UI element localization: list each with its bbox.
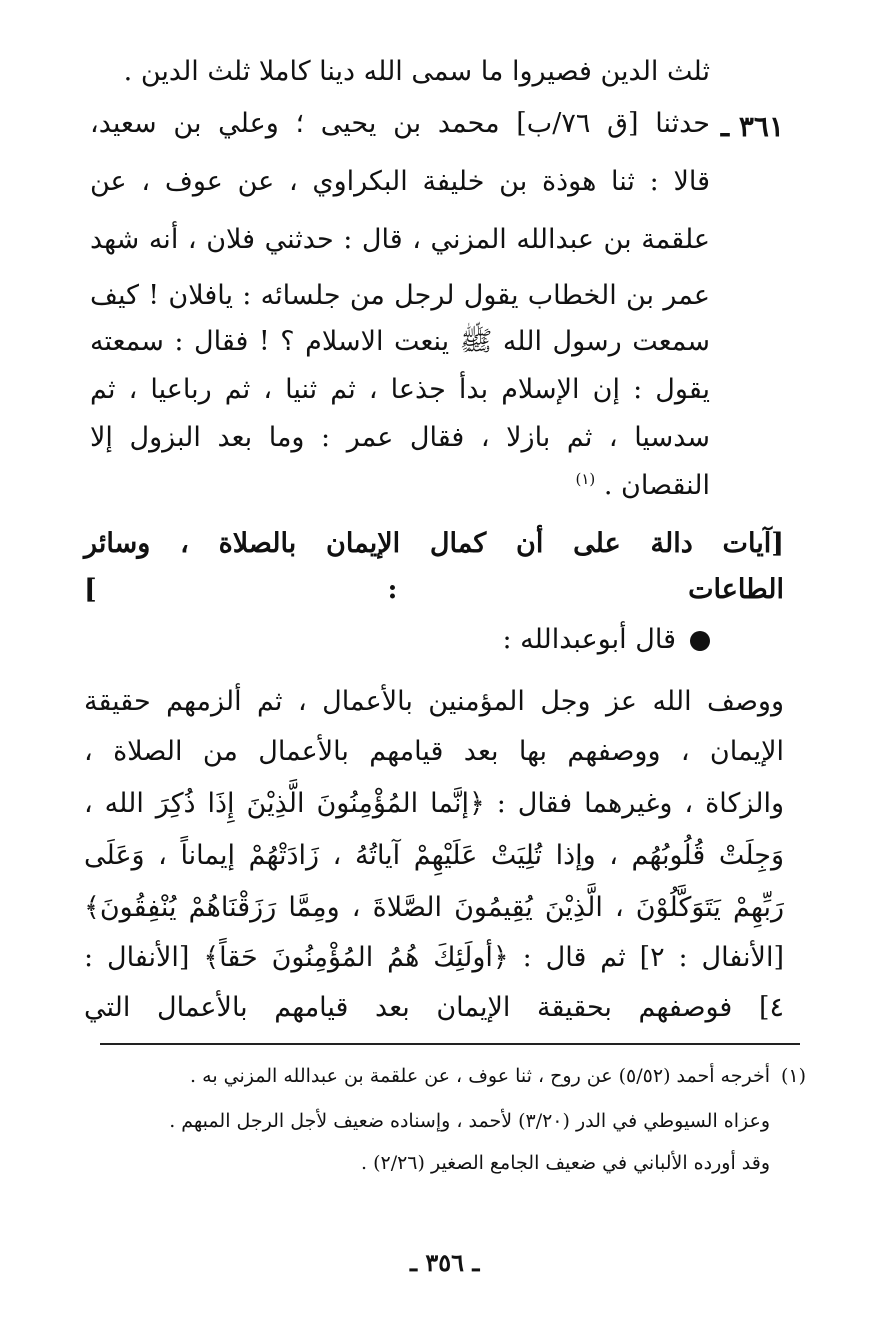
section-heading-line-1: [آيات دالة على أن كمال الإيمان بالصلاة ، وسائر xyxy=(84,528,784,559)
hadith-number: ٣٦١ ـ xyxy=(720,110,784,143)
text-line-6: سمعت رسول الله ﷺ ينعت الاسلام ؟ ! فقال : سمعته xyxy=(90,326,710,357)
text-line-8: سدسيا ، ثم بازلا ، فقال عمر : وما بعد البزول إلا xyxy=(90,422,710,453)
para-line-7: ٤] فوصفهم بحقيقة الإيمان بعد قيامهم بالأعمال التي xyxy=(84,992,784,1023)
para-line-6: [الأنفال : ٢] ثم قال : ﴿أولَئِكَ هُمُ المُؤْمِنُونَ حَقاً﴾ [الأنفال : xyxy=(84,942,784,973)
text-line-3: قالا : ثنا هوذة بن خليفة البكراوي ، عن عوف ، عن xyxy=(90,166,710,197)
footnote-line-2: وعزاه السيوطي في الدر (٣/٢٠) لأحمد ، وإسناده ضعيف لأجل الرجل المبهم . xyxy=(169,1110,770,1132)
footnote-separator xyxy=(100,1043,800,1045)
footnote-line-1: أخرجه أحمد (٥/٥٢) عن روح ، ثنا عوف ، عن علقمة بن عبدالله المزني به . xyxy=(190,1065,770,1087)
text-line-2: حدثنا [ق ٧٦/ب] محمد بن يحيى ؛ وعلي بن سعيد، xyxy=(90,108,710,139)
footnote-line-3: وقد أورده الألباني في ضعيف الجامع الصغير (٢/٢٦) . xyxy=(360,1152,770,1174)
bullet-dot-icon xyxy=(690,631,710,651)
text-line-4: علقمة بن عبدالله المزني ، قال : حدثني فلان ، أنه شهد xyxy=(90,224,710,255)
text-line-9-content: النقصان . xyxy=(603,470,710,501)
para-line-3: والزكاة ، وغيرهما فقال : ﴿إنَّما المُؤْمِنُونَ الَّذِيْنَ إِذَا ذُكِرَ الله ، xyxy=(84,788,784,819)
bullet-line xyxy=(502,624,710,655)
section-heading-line-2: الطاعات : ] xyxy=(84,574,784,605)
text-line-5: عمر بن الخطاب يقول لرجل من جلسائه : يافلان ! كيف xyxy=(90,280,710,311)
para-line-5: رَبِّهِمْ يَتَوَكَّلُوْنَ ، الَّذِيْنَ يُقِيمُونَ الصَّلاةَ ، ومِمَّا رَزَقْنَاهُمْ يُنْفِقُونَ﴾ xyxy=(84,892,784,923)
text-line-7: يقول : إن الإسلام بدأ جذعا ، ثم ثنيا ، ثم رباعيا ، ثم xyxy=(90,374,710,405)
para-line-2: الإيمان ، ووصفهم بها بعد قيامهم بالأعمال من الصلاة ، xyxy=(84,736,784,767)
footnote-reference: (١) xyxy=(575,470,596,488)
para-line-4: وَجِلَتْ قُلُوبُهُم ، وإذا تُلِيَتْ عَلَيْهِمْ آياتُهُ ، زَادَتْهُمْ إيماناً ، وَعَلَى xyxy=(84,840,784,871)
bullet-text: قال أبوعبدالله : xyxy=(502,624,676,655)
page-number: ـ ٣٥٦ ـ xyxy=(410,1248,480,1277)
footnote-number: (١) xyxy=(780,1065,806,1087)
para-line-1: ووصف الله عز وجل المؤمنين بالأعمال ، ثم ألزمهم حقيقة xyxy=(84,686,784,717)
text-line-1: ثلث الدين فصيروا ما سمى الله دينا كاملا ثلث الدين . xyxy=(123,56,710,87)
text-line-9 xyxy=(90,472,710,499)
